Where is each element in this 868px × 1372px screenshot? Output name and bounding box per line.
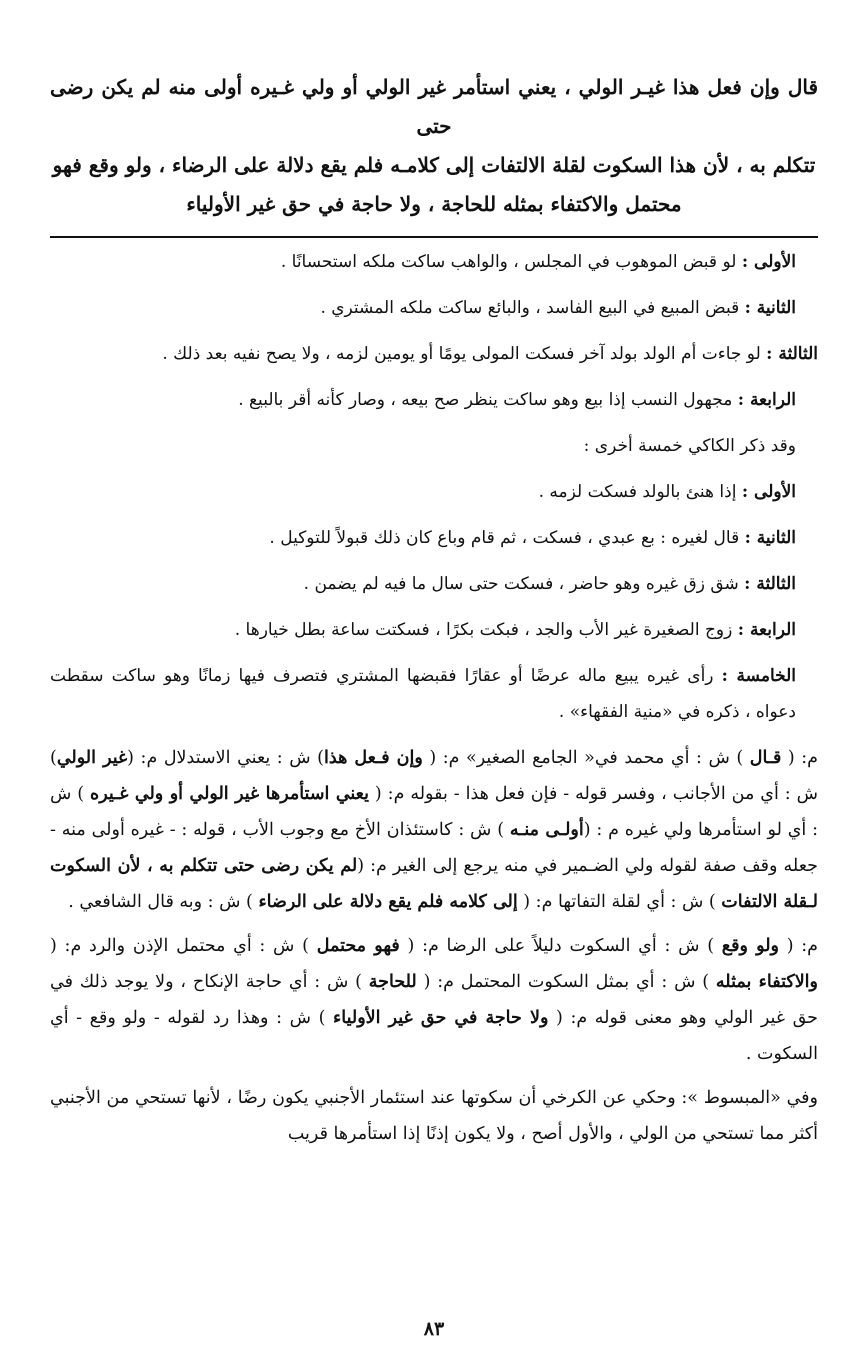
note-label: الثانية :	[744, 298, 796, 318]
matn-line: محتمل والاكتفاء بمثله للحاجة ، ولا حاجة في حق غير الأولياء	[186, 192, 682, 216]
note-text: قال لغيره : بع عبدي ، فسكت ، ثم قام وباع كان ذلك قبولاً للتوكيل .	[269, 528, 745, 548]
commentary-text: ) ش : أي محمد في« الجامع الصغير» م: (	[422, 748, 750, 768]
note-text: شق زق غيره وهو حاضر ، فسكت حتى سال ما فيه لم يضمن .	[303, 574, 745, 594]
commentary-text: ) ش : أي لو استأمرها ولي غيره م : (	[50, 784, 818, 840]
note-label: الرابعة :	[737, 390, 796, 410]
separator-rule	[50, 236, 818, 238]
commentary-paragraph	[50, 1080, 818, 1152]
matn-quote: للحاجة	[368, 972, 417, 992]
commentary-text: ) ش : أي محتمل الإذن والرد م: (	[50, 936, 317, 956]
note-item	[50, 474, 818, 510]
note-label: الأولى :	[741, 252, 796, 272]
note-label: الرابعة :	[737, 620, 796, 640]
note-item	[50, 382, 818, 418]
note-item	[50, 290, 818, 326]
commentary-text: ) ش : أي حاجة الإنكاح ، ولا يوجد ذلك في حق غير الولي وهو معنى قوله م: (	[50, 972, 818, 1028]
commentary-text: ) ش : أي بمثل السكوت المحتمل م: (	[416, 972, 716, 992]
matn-text	[50, 68, 818, 224]
note-text: لو جاءت أم الولد بولد آخر فسكت المولى يومًا أو يومين لزمه ، ولا يصح نفيه بعد ذلك .	[162, 344, 767, 364]
commentary-text: وفي «المبسوط »: وحكي عن الكرخي أن سكوتها عند استئمار الأجنبي يكون رضًا ، لأنها تستحي من الأجنبي أكثر مما تستحي من الولي ، والأول أصح ، ولا يكون إذنًا إذا استأمرها قريب	[50, 1088, 818, 1144]
note-item	[50, 566, 818, 602]
commentary-text: ) ش : أي السكوت دليلاً على الرضا م: (	[399, 936, 722, 956]
commentary-text: ) ش : كاستئذان الأخ مع وجوب الأب ، قوله : - غيره أولى منه - جعله وقف صفة لقوله ولي الضـمير في منه يرجع إلى الغير م: (	[50, 820, 818, 876]
commentary-text: ) ش : وهذا رد لقوله - ولو وقع - أي السكوت .	[50, 1008, 818, 1064]
matn-quote: والاكتفاء بمثله	[715, 972, 818, 992]
matn-quote: قـال	[749, 748, 782, 768]
matn-quote: يعني استأمرها غير الولي أو ولي غـيره	[90, 784, 369, 804]
note-text: إذا هنئ بالولد فسكت لزمه .	[538, 482, 742, 502]
note-label: الأولى :	[741, 482, 796, 502]
matn-quote: ولا حاجة في حق غير الأولياء	[333, 1008, 549, 1028]
note-text: زوج الصغيرة غير الأب والجد ، فبكت بكرًا ، فسكتت ساعة بطل خيارها .	[234, 620, 738, 640]
note-text: قبض المبيع في البيع الفاسد ، والبائع ساكت ملكه المشتري .	[320, 298, 745, 318]
note-item	[50, 520, 818, 556]
page-number: ٨٣	[423, 1318, 445, 1340]
commentary-paragraph	[50, 740, 818, 920]
note-text: لو قبض الموهوب في المجلس ، والواهب ساكت ملكه استحسانًا .	[280, 252, 742, 272]
note-label: الثانية :	[744, 528, 796, 548]
note-text: وقد ذكر الكاكي خمسة أخرى :	[583, 436, 796, 456]
note-item	[50, 612, 818, 648]
note-text: رأى غيره يبيع ماله عرضًا أو عقارًا فقبضها المشتري فتصرف فيها زمانًا وهو ساكت سقطت دعواه ، ذكره في «منية الفقهاء» .	[50, 666, 796, 722]
commentary	[50, 740, 818, 1152]
commentary-text: ) ش : أي من الأجانب ، وفسر قوله - فإن فعل هذا - بقوله م: (	[50, 748, 818, 804]
note-label: الخامسة :	[721, 666, 796, 686]
commentary-text: م: (	[778, 936, 819, 956]
note-text: مجهول النسب إذا بيع وهو ساكت ينظر صح بيعه ، وصار كأنه أقر بالبيع .	[238, 390, 738, 410]
commentary-text: ) ش : وبه قال الشافعي .	[68, 892, 259, 912]
matn-line: قال وإن فعل هذا غيـر الولي ، يعني استأمر غير الولي أو ولي غـيره أولى منه لم يكن رضى حتى	[50, 75, 818, 138]
matn-quote: ولو وقع	[721, 936, 779, 956]
commentary-text: ) ش : أي لقلة التفاتها م: (	[517, 892, 722, 912]
matn-line: تتكلم به ، لأن هذا السكوت لقلة الالتفات إلى كلامـه فلم يقع دلالة على الرضاء ، ولو وقع فهو	[52, 153, 816, 177]
note-item	[50, 336, 818, 372]
matn-quote: غير الولي	[56, 748, 128, 768]
matn-quote: وإن فـعل هذا	[324, 748, 423, 768]
note-item	[50, 428, 818, 464]
matn-quote: إلى كلامه فلم يقع دلالة على الرضاء	[258, 892, 518, 912]
note-label: الثالثة :	[744, 574, 796, 594]
footnotes	[50, 244, 818, 730]
note-item	[50, 244, 818, 280]
matn-quote: أولـى منـه	[509, 820, 584, 840]
commentary-text: م: (	[781, 748, 818, 768]
matn-quote: فهو محتمل	[316, 936, 400, 956]
note-item	[50, 658, 818, 730]
commentary-paragraph	[50, 928, 818, 1072]
commentary-text: ) ش : يعني الاستدلال م: (	[127, 748, 325, 768]
matn-quote: لم يكن رضى حتى تتكلم به ، لأن السكوت لـقلة الالتفات	[50, 856, 818, 912]
note-label: الثالثة :	[766, 344, 818, 364]
